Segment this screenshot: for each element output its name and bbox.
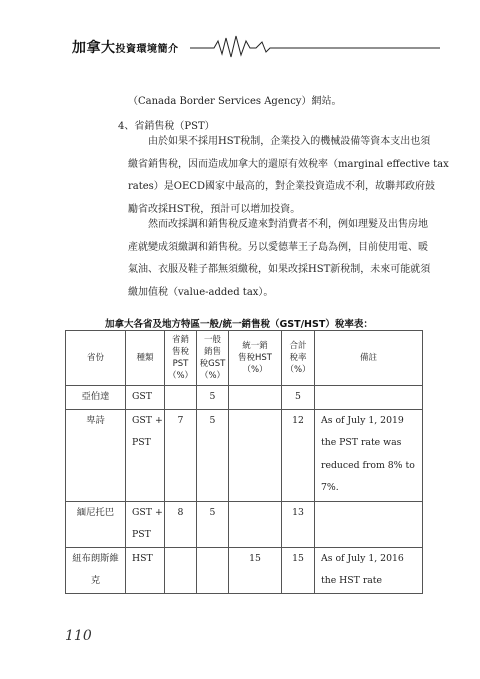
cell-notes: As of July 1, 2019 the PST rate was reduced from 8% to 7%. (315, 409, 423, 501)
table-row (66, 547, 423, 593)
cell-hst (229, 409, 282, 501)
cell-type: GST + PST (126, 501, 165, 547)
paragraph-line: 勵省改採HST稅，預計可以增加投資。 (128, 203, 301, 215)
cell-gst: 5 (197, 501, 229, 547)
paragraph-line: 氣油、衣服及鞋子都無須繳稅，如果改採HST新稅制，未來可能就須 (128, 264, 431, 275)
page-number: 110 (65, 628, 92, 644)
paragraph-line: 產就變成須繳調和銷售稅。另以愛德華王子島為例，目前使用電、暖 (128, 241, 428, 253)
cell-gst: 5 (197, 386, 229, 410)
cell-province: 卑詩 (66, 409, 126, 501)
tax-rate-table (65, 330, 423, 594)
cell-notes: As of July 1, 2016 the HST rate (315, 547, 423, 593)
cell-type: GST + PST (126, 409, 165, 501)
cell-notes (315, 501, 423, 547)
header-notes: 備註 (315, 331, 423, 386)
paragraph-2 (128, 214, 431, 304)
cell-type: HST (126, 547, 165, 593)
cell-pst: 7 (165, 409, 197, 501)
page-header (0, 30, 480, 60)
cell-province: 紐布朗斯維 克 (66, 547, 126, 593)
cell-hst (229, 501, 282, 547)
header-gst: 一般 銷售 稅GST （%） (197, 331, 229, 386)
header-hst: 統一銷 售稅HST （%） (229, 331, 282, 386)
paragraph-line: rates）是OECD國家中最高的，對企業投資造成不利，故聯邦政府鼓 (128, 181, 435, 192)
header-title-sub: 投資環境簡介 (115, 44, 179, 55)
header-type: 種類 (126, 331, 165, 386)
paragraph-line: 由於如果不採用HST稅制，企業投入的機械設備等資本支出也須 (148, 136, 431, 147)
header-pst: 省銷 售稅 PST （%） (165, 331, 197, 386)
paragraph-line: 繳省銷售稅，因而造成加拿大的還原有效稅率（marginal effective tax (128, 158, 449, 170)
cell-province: 緬尼托巴 (66, 501, 126, 547)
cell-total: 15 (282, 547, 315, 593)
cell-hst (229, 386, 282, 410)
paragraph-line: 繳加值稅（value-added tax）。 (128, 286, 274, 298)
header-province: 省份 (66, 331, 126, 386)
table-row (66, 501, 423, 547)
intro-line: （Canada Border Services Agency）網站。 (128, 96, 342, 107)
paragraph-line: 然而改採調和銷售稅反違來對消費者不利，例如理髮及出售房地 (148, 219, 428, 230)
cell-pst: 8 (165, 501, 197, 547)
table-row (66, 386, 423, 410)
cell-total: 13 (282, 501, 315, 547)
header-title-main: 加拿大 (72, 40, 116, 56)
intro-text (128, 91, 410, 114)
table-row (66, 409, 423, 501)
cell-province: 亞伯達 (66, 386, 126, 410)
table-header-row (66, 331, 423, 386)
cell-total: 12 (282, 409, 315, 501)
cell-pst (165, 386, 197, 410)
section-heading: 4、省銷售稅（PST） (118, 121, 215, 132)
cell-gst: 5 (197, 409, 229, 501)
header-total: 合計 稅率 （%） (282, 331, 315, 386)
cell-total: 5 (282, 386, 315, 410)
table-title: 加拿大各省及地方特區一般/統一銷售稅（GST/HST）稅率表： (105, 319, 373, 330)
paragraph-1 (128, 131, 449, 221)
cell-notes (315, 386, 423, 410)
cell-type: GST (126, 386, 165, 410)
cell-gst (197, 547, 229, 593)
header-title (72, 37, 179, 57)
cell-pst (165, 547, 197, 593)
cell-hst: 15 (229, 547, 282, 593)
